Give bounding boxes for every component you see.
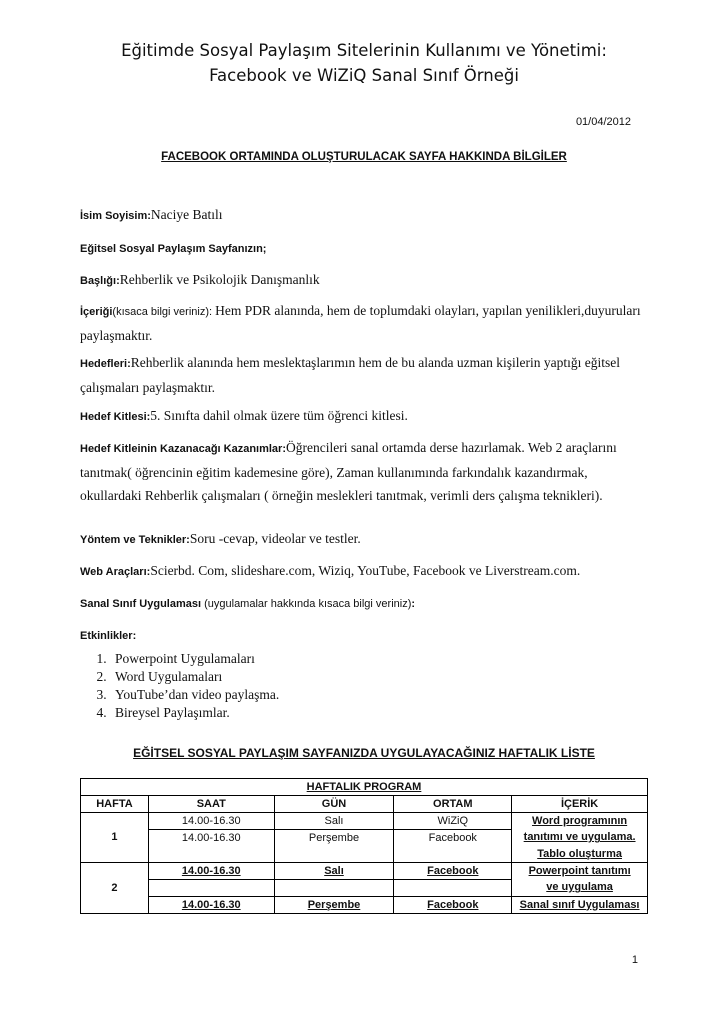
methods-value: Soru -cevap, videolar ve testler. [189,531,361,546]
field-tools [80,559,650,584]
table-row [81,813,648,830]
cell-day: Perşembe [274,830,394,847]
tools-label: Web Araçları: [80,566,151,578]
field-name [80,203,650,228]
cell-empty [394,880,512,897]
virtual-colon: : [411,598,416,610]
cell-time: 14.00-16.30 [148,897,274,914]
cell-time: 14.00-16.30 [148,830,274,847]
activity-item: 4. Bireysel Paylaşımlar. [110,704,279,722]
header-environment: ORTAM [394,796,512,813]
table-caption-row [81,779,648,796]
activity-item: 3. YouTube’dan video paylaşma. [110,686,279,704]
table-row [81,897,648,914]
cell-time: 14.00-16.30 [148,863,274,880]
activities-list [88,650,279,722]
field-goals [80,351,650,399]
activity-item: 1. Powerpoint Uygulamaları [110,650,279,668]
cell-content: Powerpoint tanıtımı [512,863,648,880]
title-label: Başlığı: [80,275,120,287]
table-title: EĞİTSEL SOSYAL PAYLAŞIM SAYFANIZDA UYGULAYACAĞINIZ HAFTALIK LİSTE [133,746,595,760]
table-caption: HAFTALIK PROGRAM [81,779,648,796]
page-number: 1 [631,954,638,966]
cell-empty [394,846,512,863]
field-audience [80,404,650,429]
methods-label: Yöntem ve Teknikler: [80,534,190,546]
virtual-note: (uygulamalar hakkında kısaca bilgi veriniz) [201,598,412,610]
table-header-row [81,796,648,813]
cell-empty [148,880,274,897]
cell-day: Salı [274,813,394,830]
week-2-cell: 2 [81,863,149,914]
virtual-label: Sanal Sınıf Uygulaması [80,598,202,610]
name-label: İsim Soyisim: [80,210,151,222]
field-page-heading [80,236,650,261]
table-row [81,830,648,847]
goals-value: Rehberlik alanında hem meslektaşlarımın hem de bu alanda uzman kişilerin yaptığı eğitsel çalışmaları paylaşmaktır. [80,355,620,395]
field-gains [80,436,650,507]
field-virtual-class [80,591,650,616]
document-header [80,38,648,88]
activities-label: Etkinlikler: [80,630,137,642]
audience-value: 5. Sınıfta dahil olmak üzere tüm öğrenci kitlesi. [150,408,408,423]
table-row [81,863,648,880]
cell-empty [148,846,274,863]
field-title [80,268,650,293]
header-week: HAFTA [81,796,149,813]
cell-empty [274,880,394,897]
gains-value: Öğrencileri sanal ortamda derse hazırlamak. Web 2 araçlarını tanıtmak( öğrencinin eğitim kademesine göre), Zaman kullanımında farkındalık kazandırmak, okullardaki Rehberlik çalışmaları ( örneğin meslekleri tanıtmak, verimli ders çalışma teknikleri). [80,440,617,503]
header-title-line1: Eğitimde Sosyal Paylaşım Sitelerinin Kullanımı ve Yönetimi: [121,41,607,60]
field-methods [80,527,650,552]
header-title-line2: Facebook ve WiZiQ Sanal Sınıf Örneği [209,66,519,85]
weekly-program-table [80,778,648,914]
page-label: Eğitsel Sosyal Paylaşım Sayfanızın; [80,243,267,255]
cell-environment: Facebook [394,830,512,847]
name-value: Naciye Batılı [150,207,223,222]
gains-label: Hedef Kitleinin Kazanacağı Kazanımlar: [80,443,286,455]
table-row [81,846,648,863]
table-row [81,880,648,897]
cell-content: tanıtımı ve uygulama. [512,830,648,847]
document-date: 01/04/2012 [575,116,631,128]
cell-environment: Facebook [394,863,512,880]
audience-label: Hedef Kitlesi: [80,411,151,423]
cell-content: Word programının [512,813,648,830]
week-1-cell: 1 [81,813,149,863]
goals-label: Hedefleri: [80,358,131,370]
cell-day: Perşembe [274,897,394,914]
activity-item: 2. Word Uygulamaları [110,668,279,686]
field-activities [80,623,650,648]
header-day: GÜN [274,796,394,813]
cell-environment: Facebook [394,897,512,914]
header-content: İÇERİK [512,796,648,813]
cell-day: Salı [274,863,394,880]
cell-content: Sanal sınıf Uygulaması [512,897,648,914]
content-value: Hem PDR alanında, hem de toplumdaki olayları, yapılan yenilikleri,duyuruları paylaşmaktır. [80,303,641,343]
tools-value: Scierbd. Com, slideshare.com, Wiziq, YouTube, Facebook ve Liverstream.com. [150,563,581,578]
header-time: SAAT [148,796,274,813]
cell-environment: WiZiQ [394,813,512,830]
cell-content: ve uygulama [512,880,648,897]
section-subtitle: FACEBOOK ORTAMINDA OLUŞTURULACAK SAYFA HAKKINDA BİLGİLER [161,151,567,163]
cell-content: Tablo oluşturma [512,846,648,863]
cell-time: 14.00-16.30 [148,813,274,830]
content-label: İçeriği [80,306,113,318]
field-content [80,299,650,347]
content-note: (kısaca bilgi veriniz): [112,306,216,318]
cell-empty [274,846,394,863]
title-value: Rehberlik ve Psikolojik Danışmanlık [119,272,320,287]
